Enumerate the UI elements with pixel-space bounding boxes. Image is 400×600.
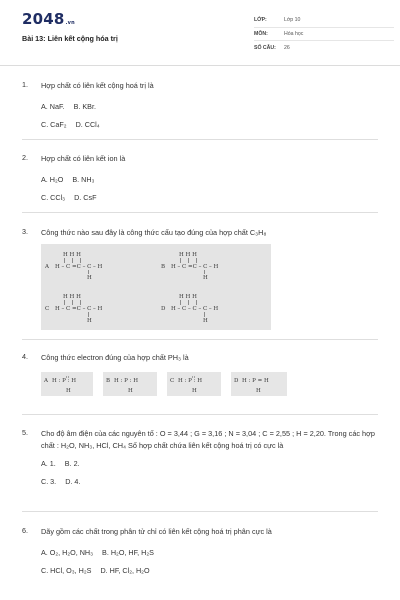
option-letter: B bbox=[161, 264, 166, 270]
structure-option-d[interactable] bbox=[161, 294, 218, 324]
question-text: Công thức electron đúng của hợp chất PH₃ là bbox=[41, 353, 189, 362]
question-number: 2. bbox=[22, 153, 28, 162]
svg-text:H – C – C – C – H: H – C – C – C – H bbox=[171, 306, 219, 312]
svg-text:H : P : H: H : P : H bbox=[178, 378, 202, 384]
electron-option-b[interactable] bbox=[103, 372, 157, 396]
question-text: Cho độ âm điện của các nguyên tố : O = 3,44 ; G = 3,16 ; N = 3,04 ; C = 2,55 ; H = 2,20. Trong các hợp chất : H₂O, NH₃, HCl, CH₄ Số hợp chất chứa liên kết cộng hoá trị có cực là bbox=[41, 429, 375, 450]
answer-option[interactable]: C. CaF₂ bbox=[41, 120, 67, 129]
question-4 bbox=[22, 352, 378, 415]
meta-row-subject bbox=[254, 28, 394, 42]
svg-text:H: H bbox=[87, 318, 92, 324]
answer-option[interactable]: B. H₂O, HF, H₂S bbox=[102, 548, 154, 557]
question-6 bbox=[22, 526, 378, 586]
site-logo[interactable] bbox=[22, 10, 75, 28]
svg-text:H : P = H: H : P = H bbox=[242, 378, 269, 384]
option-letter: D bbox=[161, 306, 166, 312]
question-text: Hợp chất có liên kết ion là bbox=[41, 154, 126, 163]
structure-option-a[interactable] bbox=[44, 252, 103, 281]
answer-option[interactable]: D. 4. bbox=[65, 476, 81, 486]
meta-label: MÔN: bbox=[254, 30, 268, 37]
meta-table bbox=[254, 14, 394, 55]
logo-text: 2048 bbox=[22, 10, 65, 28]
svg-text:H – C =C – C – H: H – C =C – C – H bbox=[55, 306, 103, 312]
meta-value: Hóa học bbox=[284, 30, 304, 37]
answer-list bbox=[41, 544, 378, 580]
logo-suffix: .vn bbox=[65, 20, 75, 26]
electron-option-a[interactable] bbox=[41, 372, 93, 396]
option-letter: B bbox=[106, 378, 111, 384]
question-number: 5. bbox=[22, 428, 28, 437]
question-1 bbox=[22, 80, 378, 140]
question-number: 6. bbox=[22, 526, 28, 535]
option-letter: C bbox=[170, 378, 175, 384]
svg-text:H: H bbox=[256, 388, 261, 394]
question-text: Dãy gồm các chất trong phân tử chỉ có liên kết cộng hoá trị phân cực là bbox=[41, 527, 272, 536]
svg-text:H: H bbox=[66, 388, 71, 394]
option-letter: C bbox=[45, 306, 50, 312]
option-letter: A bbox=[45, 264, 49, 270]
electron-option-d[interactable] bbox=[231, 372, 287, 396]
electron-option-c[interactable] bbox=[167, 372, 221, 396]
svg-text:H – C =C – C – H: H – C =C – C – H bbox=[171, 264, 219, 270]
svg-text:H: H bbox=[192, 388, 197, 394]
svg-text:H: H bbox=[203, 318, 208, 324]
answer-list bbox=[41, 454, 378, 490]
svg-text:H: H bbox=[87, 275, 92, 281]
svg-text:H H H: H H H bbox=[63, 252, 81, 258]
question-3 bbox=[22, 227, 378, 340]
answer-option[interactable]: B. 2. bbox=[64, 458, 80, 468]
question-2 bbox=[22, 153, 378, 213]
option-letter: A bbox=[44, 378, 48, 384]
svg-text:H – C =C – C – H: H – C =C – C – H bbox=[55, 264, 103, 270]
question-number: 3. bbox=[22, 227, 28, 236]
page-header bbox=[0, 0, 400, 66]
svg-text:H H H: H H H bbox=[63, 294, 81, 300]
meta-value: 26 bbox=[284, 44, 290, 51]
svg-text:H: H bbox=[128, 388, 133, 394]
question-text: Công thức nào sau đây là công thức cấu tạo đúng của hợp chất C₃H₈ bbox=[41, 228, 267, 237]
answer-option[interactable]: A. NaF. bbox=[41, 102, 65, 111]
meta-label: LỚP: bbox=[254, 17, 267, 24]
answer-option[interactable]: B. KBr. bbox=[73, 102, 96, 111]
question-number: 1. bbox=[22, 80, 28, 89]
svg-text:H : P : H: H : P : H bbox=[114, 378, 138, 384]
svg-text:H H H: H H H bbox=[179, 294, 197, 300]
structure-option-c[interactable] bbox=[45, 294, 103, 324]
question-text: Hợp chất có liên kết cộng hoá trị là bbox=[41, 81, 154, 90]
meta-value: Lớp 10 bbox=[284, 17, 301, 24]
question-5 bbox=[22, 428, 378, 512]
answer-option[interactable]: A. 1. bbox=[41, 458, 56, 468]
option-letter: D bbox=[234, 378, 239, 384]
answer-option[interactable]: D. HF, Cl₂, H₂O bbox=[100, 566, 150, 575]
answer-option[interactable]: B. NH₃ bbox=[72, 175, 95, 184]
answer-option[interactable]: C. 3. bbox=[41, 476, 57, 486]
answer-option[interactable]: D. CsF bbox=[74, 193, 97, 202]
meta-row-class bbox=[254, 14, 394, 28]
meta-row-count bbox=[254, 41, 394, 55]
svg-text:H : P : H: H : P : H bbox=[52, 378, 76, 384]
electron-formula-image bbox=[41, 372, 291, 402]
structure-formula-image bbox=[41, 244, 271, 330]
lesson-title: Bài 13: Liên kết cộng hóa trị bbox=[22, 34, 118, 43]
answer-option[interactable]: C. HCl, O₃, H₂S bbox=[41, 566, 92, 575]
answer-list bbox=[41, 171, 378, 207]
svg-text:H H H: H H H bbox=[179, 252, 197, 258]
answer-option[interactable]: C. CCl₃ bbox=[41, 193, 66, 202]
meta-label: SỐ CÂU: bbox=[254, 44, 276, 51]
svg-text:H: H bbox=[203, 275, 208, 281]
answer-option[interactable]: A. O₂, H₂O, NH₃ bbox=[41, 548, 94, 557]
question-number: 4. bbox=[22, 352, 28, 361]
structure-option-b[interactable] bbox=[161, 252, 219, 281]
answer-option[interactable]: D. CCl₄ bbox=[75, 120, 100, 129]
answer-option[interactable]: A. H₂O bbox=[41, 175, 64, 184]
answer-list bbox=[41, 98, 378, 134]
